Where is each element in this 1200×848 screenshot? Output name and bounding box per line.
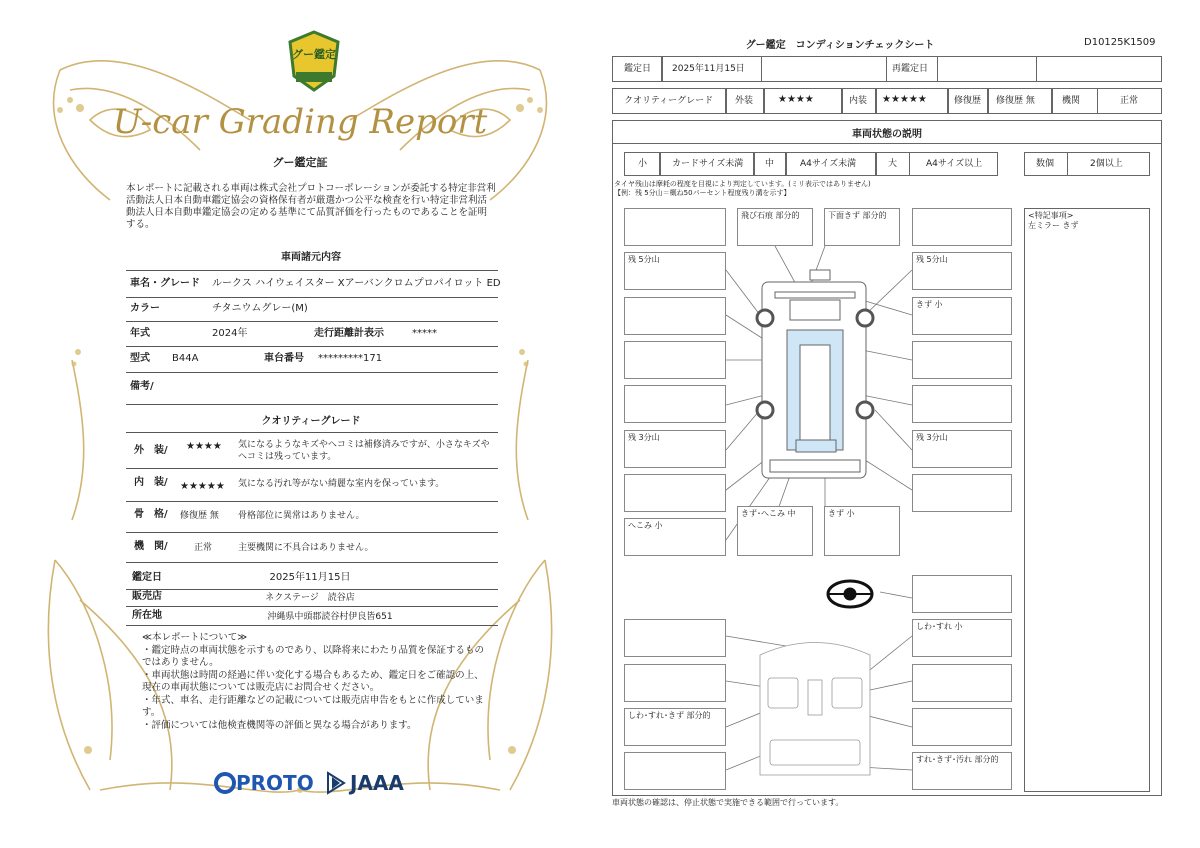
annotation-box [912,385,1012,423]
divider [126,321,498,322]
annotation-box [912,664,1012,702]
count-label: 数個 [1036,159,1055,169]
intro-text: 本レポートに記載される車両は株式会社プロトコーポレーションが委託する特定非営利活動法人日本自動車鑑定協会の資格保有者が厳選かつ公平な検査を行い特定非営利活動法人日本自動車鑑定協会の定める基準にて品質評価を行ったものであることを証明する。 [126,183,496,230]
annotation-box: 残 5分山 [624,252,726,290]
divider [126,404,498,405]
steering-wheel-icon [828,581,872,607]
year-label: 年式 [130,328,150,339]
appraisal-date-value: 2025年11月15日 [269,572,351,583]
annotation-box [624,752,726,790]
appraisal-date-label: 鑑定日 [132,572,162,583]
chassis-value: *********171 [318,353,383,364]
annotation-box [624,208,726,246]
repair-history-value: 修復歴 無 [996,96,1035,106]
jaaa-mark-icon [326,771,346,795]
interior-label: 内装 [849,96,868,106]
emblem-text: グー鑑定 [292,48,336,61]
model-label: 型式 [130,353,150,364]
annotation-box: 残 5分山 [912,252,1012,290]
remarks-label: 備考/ [130,381,154,392]
footer-note: 車両状態の確認は、停止状態で実施できる範囲で行っています。 [612,798,844,807]
divider [126,270,498,271]
count-desc: 2個以上 [1090,159,1123,169]
color-value: チタニウムグレー(M) [212,303,308,314]
annotation-box: すれ･きず･汚れ 部分的 [912,752,1012,790]
size-medium-desc: A4サイズ未満 [800,159,857,169]
annotation-box: しわ･すれ･きず 部分的 [624,708,726,746]
annotation-box: きず 小 [824,506,900,556]
annotation-box [624,297,726,335]
name-grade-label: 車名・グレード [130,278,200,289]
engine-label: 機 関/ [134,541,168,552]
size-large-label: 大 [888,159,898,169]
exterior-stars: ★★★★ [186,441,222,452]
quality-grade-label: クオリティーグレード [624,96,714,106]
annotation-box: きず･へこみ 中 [737,506,813,556]
size-large-desc: A4サイズ以上 [926,159,983,169]
model-value: B44A [172,353,199,364]
divider [126,606,498,607]
reinspection-date-label: 再鑑定日 [892,64,929,74]
annotation-box: 飛び石痕 部分的 [737,208,813,246]
annotation-box [912,341,1012,379]
chassis-label: 車台番号 [264,353,304,364]
frame-desc: 骨格部位に異常はありません。 [238,511,365,521]
divider [126,346,498,347]
annotation-box [624,474,726,512]
frame-label: 骨 格/ [134,509,168,520]
divider [126,501,498,502]
annotation-box [624,664,726,702]
engine-desc: 主要機関に不具合はありません。 [238,543,374,553]
annotation-box [624,619,726,657]
interior-desc: 気になる汚れ等がない綺麗な室内を保っています。 [238,479,445,489]
spec-section-title: 車両諸元内容 [281,252,341,263]
tire-note: タイヤ残山は摩耗の程度を目視により判定しています。(ミリ表示ではありません) [614,180,871,188]
special-notes-text: 左ミラー きず [1028,221,1079,230]
engine-label: 機関 [1062,96,1081,106]
special-notes-title: <特記事項> [1028,211,1074,220]
interior-stars: ★★★★★ [882,94,927,105]
appraisal-date-value: 2025年11月15日 [672,64,745,74]
divider [126,468,498,469]
annotation-box [912,208,1012,246]
annotation-box: きず 小 [912,297,1012,335]
color-label: カラー [130,303,160,314]
notes-item: ・車両状態は時間の経過に伴い変化する場合もあるため、鑑定日をご確認の上、現在の車両状態については販売店にお問合せください。 [142,670,484,693]
engine-value: 正常 [194,543,213,553]
frame-value: 修復歴 無 [180,511,219,521]
divider [126,625,498,626]
document-id: D10125K1509 [1084,37,1156,48]
sheet-title: グー鑑定 コンディションチェックシート [745,40,935,51]
right-page [600,0,1200,848]
annotation-box [912,575,1012,613]
annotation-box [912,474,1012,512]
size-small-label: 小 [638,159,648,169]
address-label: 所在地 [132,610,162,621]
year-value: 2024年 [212,328,248,339]
annotation-box: 残 3分山 [912,430,1012,468]
section-title: 車両状態の説明 [852,129,922,140]
proto-logo-text: PROTO [236,771,314,795]
engine-value: 正常 [1120,96,1139,106]
annotation-box [624,385,726,423]
annotation-box: 残 3分山 [624,430,726,468]
certificate-title: グー鑑定証 [272,156,328,169]
shop-value: ネクステージ 読谷店 [265,593,355,603]
mileage-label: 走行距離計表示 [314,328,384,339]
exterior-label: 外 装/ [134,445,168,456]
divider [126,372,498,373]
annotation-box [912,708,1012,746]
appraisal-date-label: 鑑定日 [624,64,652,74]
goo-kantei-emblem [286,30,342,94]
proto-mark-icon [214,772,236,794]
interior-label: 内 装/ [134,477,168,488]
divider [126,589,498,590]
jaaa-logo-text: JAAA [350,771,404,795]
annotation-box: 下面きず 部分的 [824,208,900,246]
divider [126,562,498,563]
name-grade-value: ルークス ハイウェイスター Xアーバンクロムプロパイロット ED [212,278,501,289]
divider [126,432,498,433]
address-value: 沖縄県中頭郡読谷村伊良皆651 [267,612,393,622]
divider [126,532,498,533]
exterior-label: 外装 [735,96,754,106]
size-medium-label: 中 [765,159,775,169]
annotation-box: しわ･すれ 小 [912,619,1012,657]
annotation-box [624,341,726,379]
annotation-box: へこみ 小 [624,518,726,556]
mileage-value: ***** [412,328,437,339]
notes-title: ≪本レポートについて≫ [142,632,248,643]
divider [126,297,498,298]
notes-item: ・年式、車名、走行距離などの記載については販売店申告をもとに作成しています。 [142,695,484,718]
quality-section-title: クオリティーグレード [261,416,361,427]
tire-example-note: 【例：残 5分山＝概ね50パーセント程度残り溝を示す】 [614,189,791,197]
notes-item: ・評価については他検査機関等の評価と異なる場合があります。 [142,720,417,731]
exterior-stars: ★★★★ [778,94,814,105]
shop-label: 販売店 [132,591,162,602]
script-title: U-car Grading Report [112,102,488,142]
notes-item: ・鑑定時点の車両状態を示すものであり、以降将来にわたり品質を保証するものではありません。 [142,645,485,668]
repair-history-label: 修復歴 [954,96,982,106]
exterior-desc: 気になるようなキズやヘコミは補修済みですが、小さなキズやヘコミは残っています。 [238,440,490,462]
size-small-desc: カードサイズ未満 [672,159,744,169]
interior-stars: ★★★★★ [180,481,225,492]
